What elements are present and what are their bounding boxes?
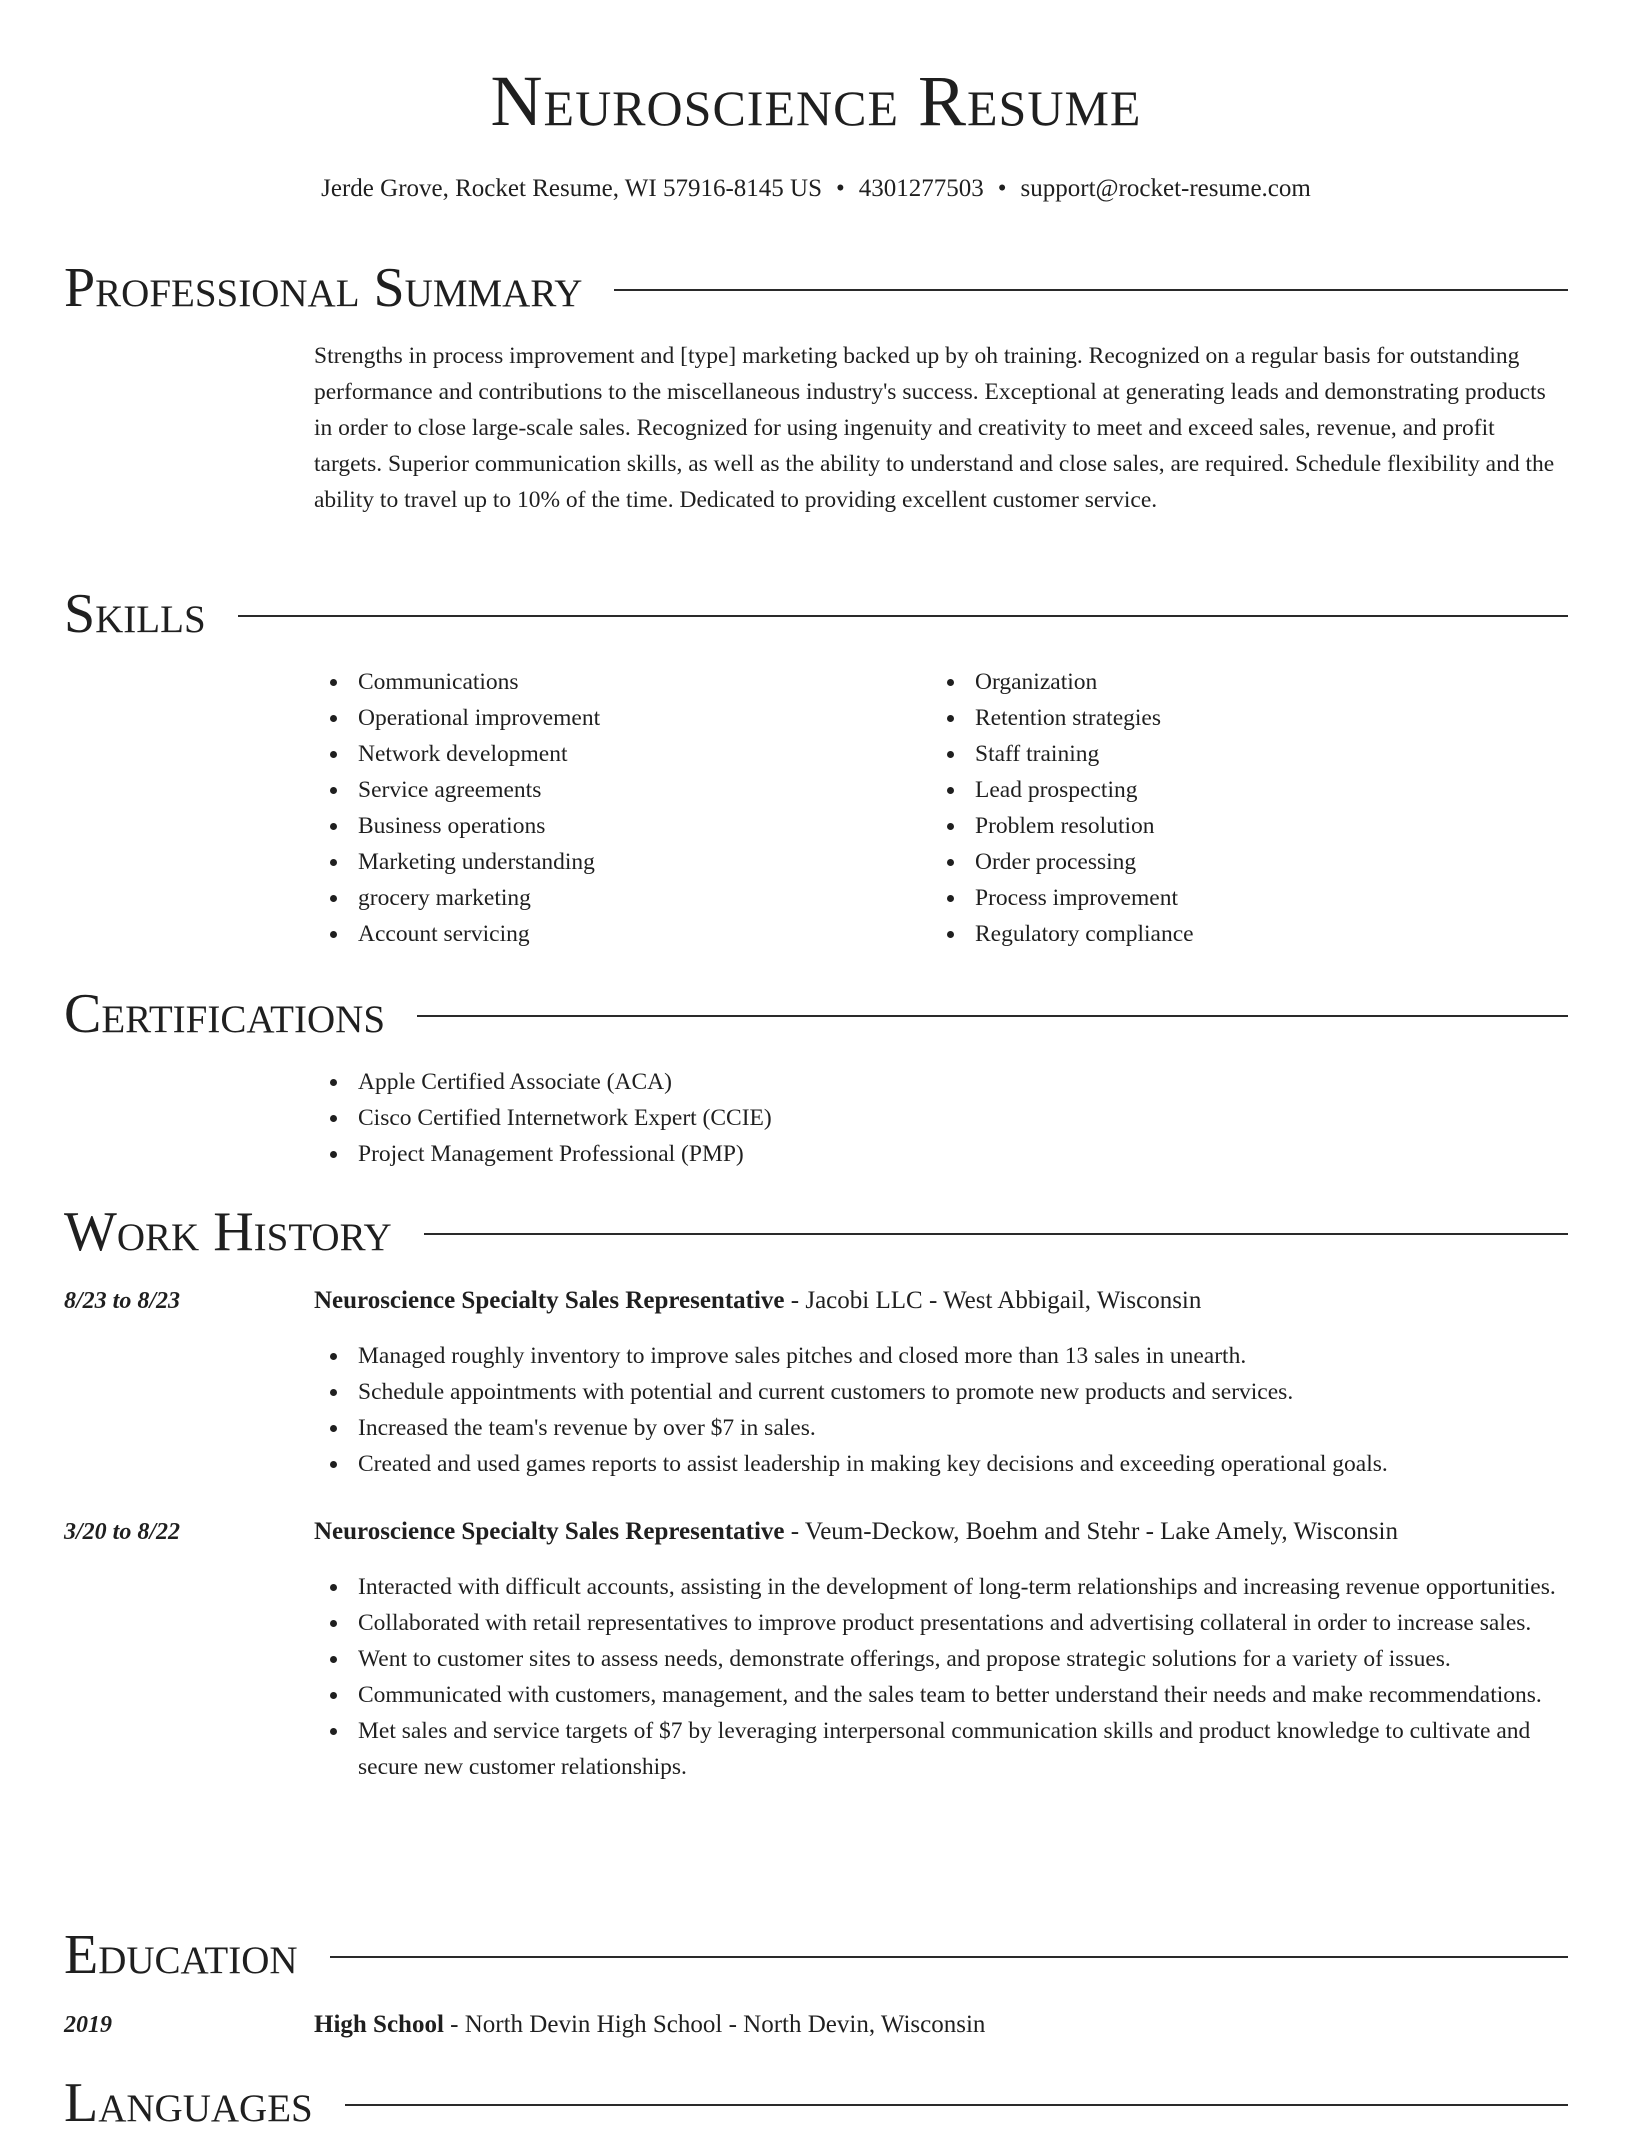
skill-item: Staff training (931, 736, 1531, 772)
contact-separator: • (997, 175, 1007, 202)
section-divider (238, 615, 1568, 617)
section-divider (330, 1956, 1568, 1958)
section-divider (417, 1015, 1568, 1017)
section-professional-summary (64, 258, 1568, 318)
job-bullets (314, 1338, 1568, 1482)
contact-phone: 4301277503 (858, 175, 984, 202)
skill-item: Process improvement (931, 880, 1531, 916)
skill-item: Regulatory compliance (931, 916, 1531, 952)
skill-item: Order processing (931, 844, 1531, 880)
job-bullet: Schedule appointments with potential and current customers to promote new products and services. (314, 1374, 1568, 1410)
resume-title: Neuroscience Resume (490, 61, 1142, 141)
skill-item: Marketing understanding (314, 844, 914, 880)
education-line (314, 2007, 1568, 2043)
job-bullet: Managed roughly inventory to improve sales pitches and closed more than 13 sales in unearth. (314, 1338, 1568, 1374)
section-heading: Skills (64, 583, 206, 645)
job-bullet: Went to customer sites to assess needs, demonstrate offerings, and propose strategic solutions for a variety of issues. (314, 1641, 1568, 1677)
skill-item: Lead prospecting (931, 772, 1531, 808)
section-languages (64, 2073, 1568, 2133)
skill-item: Business operations (314, 808, 914, 844)
section-certifications (64, 984, 1568, 1044)
education-degree: High School (314, 2011, 444, 2038)
skill-item: grocery marketing (314, 880, 914, 916)
section-heading: Work History (64, 1201, 392, 1263)
job-bullet: Interacted with difficult accounts, assisting in the development of long-term relationships and increasing revenue opportunities. (314, 1569, 1568, 1605)
section-skills (64, 584, 1568, 644)
job-bullets (314, 1569, 1568, 1785)
section-education (64, 1925, 1568, 1985)
section-divider (424, 1233, 1568, 1235)
contact-line (0, 172, 1632, 206)
skill-item: Communications (314, 664, 914, 700)
job-bullet: Communicated with customers, management, and the sales team to better understand their needs and make recommendations. (314, 1677, 1568, 1713)
certifications-list (314, 1064, 1568, 1172)
section-divider (345, 2104, 1568, 2106)
job-role: Neuroscience Specialty Sales Representative (314, 1518, 785, 1545)
skill-item: Service agreements (314, 772, 914, 808)
job-title-line (314, 1514, 1568, 1550)
summary-text: Strengths in process improvement and [type] marketing backed up by oh training. Recognized on a regular basis for outstanding performance and contributions to the miscellaneous industry's success. Exceptional at generating leads and demonstrating products in order to close large-scale sales. Recognized for using ingenuity and creativity to meet and exceed sales, revenue, and profit targets. Superior communication skills, as well as the ability to understand and close sales, are required. Schedule flexibility and the ability to travel up to 10% of the time. Dedicated to providing excellent customer service. (314, 343, 1555, 513)
education-year: 2019 (64, 2012, 112, 2038)
job-employer: - Veum-Deckow, Boehm and Stehr - Lake Amely, Wisconsin (784, 1518, 1398, 1545)
section-heading: Languages (64, 2072, 313, 2134)
job-title-line (314, 1283, 1568, 1319)
skill-item: Operational improvement (314, 700, 914, 736)
skill-item: Retention strategies (931, 700, 1531, 736)
section-work-history (64, 1202, 1568, 1262)
section-heading: Certifications (64, 983, 386, 1045)
job-role: Neuroscience Specialty Sales Representative (314, 1287, 785, 1314)
education-school: - North Devin High School - North Devin, Wisconsin (443, 2011, 986, 2038)
contact-separator: • (836, 175, 845, 202)
job-bullet: Increased the team's revenue by over $7 in sales. (314, 1410, 1568, 1446)
job-dates: 8/23 to 8/23 (64, 1288, 181, 1314)
certification-item: Project Management Professional (PMP) (314, 1136, 1568, 1172)
section-heading: Education (64, 1924, 298, 1986)
section-divider (614, 289, 1568, 291)
skill-item: Organization (931, 664, 1531, 700)
skill-item: Network development (314, 736, 914, 772)
certification-item: Apple Certified Associate (ACA) (314, 1064, 1568, 1100)
job-bullet: Collaborated with retail representatives to improve product presentations and advertising collateral in order to increase sales. (314, 1605, 1568, 1641)
job-bullet: Created and used games reports to assist leadership in making key decisions and exceeding operational goals. (314, 1446, 1568, 1482)
certification-item: Cisco Certified Internetwork Expert (CCIE) (314, 1100, 1568, 1136)
contact-email: support@rocket-resume.com (1020, 175, 1311, 202)
job-employer: - Jacobi LLC - West Abbigail, Wisconsin (784, 1287, 1202, 1314)
contact-address: Jerde Grove, Rocket Resume, WI 57916-8145 US (321, 175, 822, 202)
skills-list-right (931, 664, 1531, 952)
job-bullet: Met sales and service targets of $7 by leveraging interpersonal communication skills and product knowledge to cultivate and secure new customer relationships. (314, 1713, 1568, 1785)
skill-item: Account servicing (314, 916, 914, 952)
job-dates: 3/20 to 8/22 (64, 1519, 181, 1545)
section-heading: Professional Summary (64, 257, 583, 319)
skill-item: Problem resolution (931, 808, 1531, 844)
skills-list-left (314, 664, 914, 952)
